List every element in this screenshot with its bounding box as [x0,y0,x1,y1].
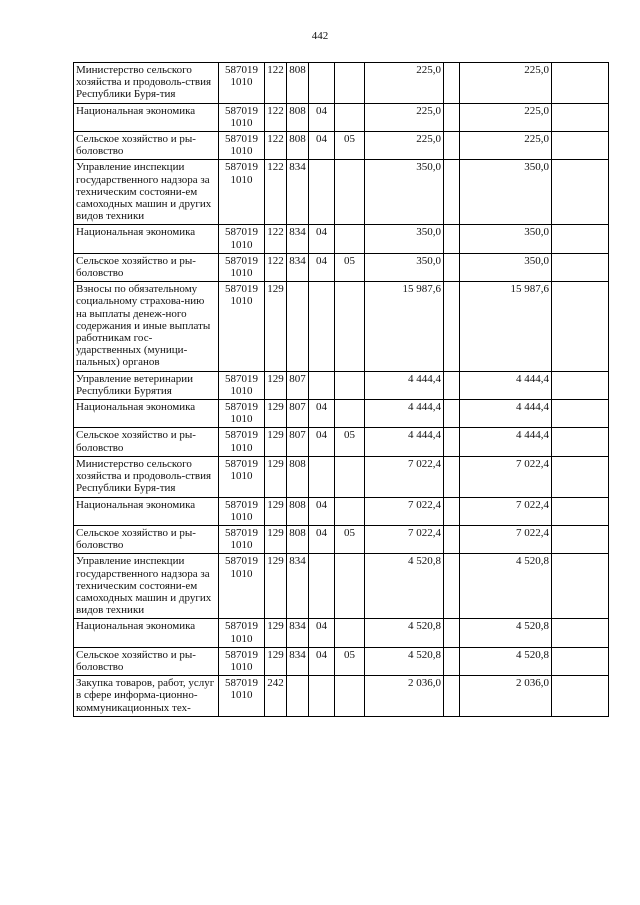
empty-cell [444,400,460,428]
table-row [74,647,609,675]
subsection-cell [335,676,365,717]
amount-cell: 350,0 [460,160,552,225]
table-body [74,63,609,717]
table-row [74,103,609,131]
total-amount-cell: 4 520,8 [365,554,444,619]
target-article-cell: 587019 1010 [219,428,265,456]
admin-code-cell: 834 [287,253,309,281]
expense-type-cell: 122 [265,225,287,253]
section-cell: 04 [309,132,335,160]
subsection-cell [335,225,365,253]
table-row [74,428,609,456]
total-amount-cell: 4 444,4 [365,428,444,456]
empty-cell [444,647,460,675]
total-amount-cell: 4 520,8 [365,619,444,647]
target-article-cell: 587019 1010 [219,253,265,281]
section-cell: 04 [309,428,335,456]
section-cell [309,554,335,619]
empty-cell [552,400,609,428]
target-article-cell: 587019 1010 [219,647,265,675]
subsection-cell [335,400,365,428]
subsection-cell: 05 [335,253,365,281]
amount-cell: 4 444,4 [460,371,552,399]
empty-cell [444,525,460,553]
section-cell [309,676,335,717]
item-name-cell: Закупка товаров, работ, услуг в сфере информа-ционно-коммуникационных тех- [74,676,219,717]
amount-cell: 4 520,8 [460,619,552,647]
subsection-cell: 05 [335,525,365,553]
admin-code-cell: 808 [287,103,309,131]
expense-type-cell: 129 [265,619,287,647]
expense-type-cell: 129 [265,456,287,497]
empty-cell [552,132,609,160]
amount-cell: 225,0 [460,103,552,131]
total-amount-cell: 7 022,4 [365,525,444,553]
empty-cell [444,456,460,497]
item-name-cell: Сельское хозяйство и ры-боловство [74,647,219,675]
empty-cell [444,676,460,717]
item-name-cell: Взносы по обязательному социальному страхова-нию на выплаты денеж-ного содержания и иные выплаты работникам гос-ударственных (муници-пальных) органов [74,282,219,371]
item-name-cell: Сельское хозяйство и ры-боловство [74,253,219,281]
expense-type-cell: 129 [265,497,287,525]
expense-type-cell: 129 [265,400,287,428]
section-cell [309,456,335,497]
expense-type-cell: 129 [265,647,287,675]
empty-cell [552,619,609,647]
expense-type-cell: 129 [265,554,287,619]
empty-cell [444,619,460,647]
admin-code-cell: 808 [287,456,309,497]
empty-cell [444,497,460,525]
admin-code-cell: 834 [287,554,309,619]
empty-cell [444,225,460,253]
table-row [74,619,609,647]
empty-cell [552,554,609,619]
empty-cell [444,282,460,371]
expense-type-cell: 122 [265,132,287,160]
item-name-cell: Управление инспекции государственного надзора за техническим состояни-ем самоходных машин и других видов техники [74,554,219,619]
empty-cell [444,428,460,456]
target-article-cell: 587019 1010 [219,103,265,131]
amount-cell: 7 022,4 [460,456,552,497]
section-cell: 04 [309,619,335,647]
amount-cell: 15 987,6 [460,282,552,371]
empty-cell [552,160,609,225]
total-amount-cell: 4 444,4 [365,371,444,399]
item-name-cell: Национальная экономика [74,497,219,525]
amount-cell: 225,0 [460,63,552,104]
empty-cell [552,282,609,371]
page-number: 442 [311,30,329,42]
section-cell: 04 [309,103,335,131]
subsection-cell: 05 [335,428,365,456]
total-amount-cell: 7 022,4 [365,497,444,525]
item-name-cell: Национальная экономика [74,225,219,253]
table-row [74,371,609,399]
item-name-cell: Управление инспекции государственного надзора за техническим состояни-ем самоходных машин и других видов техники [74,160,219,225]
admin-code-cell: 834 [287,225,309,253]
empty-cell [552,456,609,497]
expense-type-cell: 122 [265,63,287,104]
subsection-cell [335,371,365,399]
subsection-cell [335,103,365,131]
table-row [74,456,609,497]
empty-cell [444,63,460,104]
table-row [74,400,609,428]
section-cell: 04 [309,647,335,675]
empty-cell [444,132,460,160]
amount-cell: 225,0 [460,132,552,160]
total-amount-cell: 4 444,4 [365,400,444,428]
item-name-cell: Министерство сельского хозяйства и продоволь-ствия Республики Буря-тия [74,63,219,104]
amount-cell: 4 444,4 [460,428,552,456]
expense-type-cell: 129 [265,428,287,456]
empty-cell [552,225,609,253]
amount-cell: 350,0 [460,253,552,281]
subsection-cell: 05 [335,132,365,160]
subsection-cell: 05 [335,647,365,675]
amount-cell: 350,0 [460,225,552,253]
amount-cell: 4 520,8 [460,554,552,619]
empty-cell [444,103,460,131]
target-article-cell: 587019 1010 [219,160,265,225]
total-amount-cell: 2 036,0 [365,676,444,717]
target-article-cell: 587019 1010 [219,676,265,717]
admin-code-cell: 834 [287,160,309,225]
table-row [74,63,609,104]
empty-cell [552,525,609,553]
empty-cell [552,676,609,717]
table-row [74,160,609,225]
total-amount-cell: 225,0 [365,132,444,160]
empty-cell [444,371,460,399]
item-name-cell: Управление ветеринарии Республики Бурятия [74,371,219,399]
target-article-cell: 587019 1010 [219,497,265,525]
target-article-cell: 587019 1010 [219,619,265,647]
admin-code-cell: 834 [287,647,309,675]
amount-cell: 4 444,4 [460,400,552,428]
total-amount-cell: 350,0 [365,253,444,281]
admin-code-cell: 808 [287,525,309,553]
admin-code-cell: 808 [287,63,309,104]
section-cell [309,371,335,399]
total-amount-cell: 350,0 [365,160,444,225]
expense-type-cell: 129 [265,525,287,553]
item-name-cell: Сельское хозяйство и ры-боловство [74,132,219,160]
subsection-cell [335,282,365,371]
subsection-cell [335,619,365,647]
table-row [74,282,609,371]
target-article-cell: 587019 1010 [219,371,265,399]
target-article-cell: 587019 1010 [219,63,265,104]
expense-type-cell: 122 [265,253,287,281]
admin-code-cell: 807 [287,371,309,399]
item-name-cell: Национальная экономика [74,400,219,428]
total-amount-cell: 350,0 [365,225,444,253]
table-row [74,554,609,619]
table-row [74,676,609,717]
item-name-cell: Министерство сельского хозяйства и продоволь-ствия Республики Буря-тия [74,456,219,497]
empty-cell [444,554,460,619]
expense-type-cell: 122 [265,160,287,225]
amount-cell: 4 520,8 [460,647,552,675]
admin-code-cell: 834 [287,619,309,647]
target-article-cell: 587019 1010 [219,400,265,428]
empty-cell [552,497,609,525]
table-row [74,132,609,160]
table-row [74,253,609,281]
empty-cell [444,160,460,225]
empty-cell [552,428,609,456]
table-row [74,497,609,525]
subsection-cell [335,456,365,497]
empty-cell [552,63,609,104]
item-name-cell: Сельское хозяйство и ры-боловство [74,525,219,553]
subsection-cell [335,554,365,619]
budget-table [73,62,609,717]
target-article-cell: 587019 1010 [219,132,265,160]
total-amount-cell: 15 987,6 [365,282,444,371]
admin-code-cell [287,282,309,371]
subsection-cell [335,497,365,525]
total-amount-cell: 4 520,8 [365,647,444,675]
target-article-cell: 587019 1010 [219,554,265,619]
empty-cell [444,253,460,281]
total-amount-cell: 7 022,4 [365,456,444,497]
item-name-cell: Национальная экономика [74,103,219,131]
amount-cell: 7 022,4 [460,525,552,553]
empty-cell [552,253,609,281]
section-cell [309,282,335,371]
admin-code-cell: 807 [287,428,309,456]
expense-type-cell: 129 [265,371,287,399]
target-article-cell: 587019 1010 [219,456,265,497]
admin-code-cell: 807 [287,400,309,428]
empty-cell [552,371,609,399]
admin-code-cell [287,676,309,717]
target-article-cell: 587019 1010 [219,225,265,253]
subsection-cell [335,160,365,225]
total-amount-cell: 225,0 [365,63,444,104]
total-amount-cell: 225,0 [365,103,444,131]
expense-type-cell: 242 [265,676,287,717]
empty-cell [552,103,609,131]
section-cell: 04 [309,400,335,428]
section-cell [309,63,335,104]
amount-cell: 7 022,4 [460,497,552,525]
empty-cell [552,647,609,675]
admin-code-cell: 808 [287,497,309,525]
section-cell: 04 [309,525,335,553]
target-article-cell: 587019 1010 [219,525,265,553]
admin-code-cell: 808 [287,132,309,160]
section-cell: 04 [309,497,335,525]
expense-type-cell: 122 [265,103,287,131]
section-cell [309,160,335,225]
subsection-cell [335,63,365,104]
section-cell: 04 [309,253,335,281]
target-article-cell: 587019 1010 [219,282,265,371]
item-name-cell: Национальная экономика [74,619,219,647]
item-name-cell: Сельское хозяйство и ры-боловство [74,428,219,456]
amount-cell: 2 036,0 [460,676,552,717]
expense-type-cell: 129 [265,282,287,371]
table-row [74,225,609,253]
section-cell: 04 [309,225,335,253]
table-row [74,525,609,553]
